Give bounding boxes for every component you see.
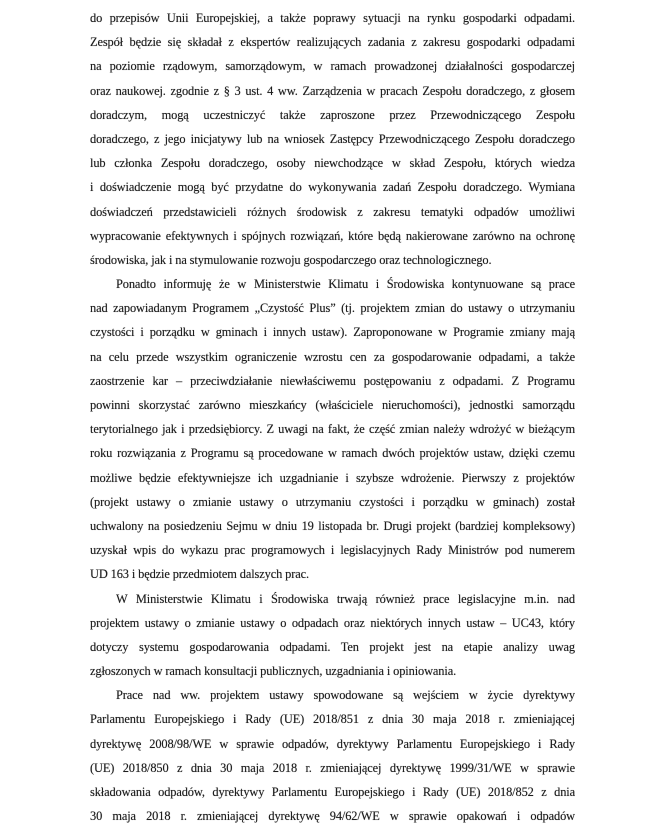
text-line: czystości i porządku w gminach i innych ustaw). Zaproponowane w Programie zmiany mają	[90, 325, 575, 340]
text-line: W Ministerstwie Klimatu i Środowiska trwają również prace legislacyjne m.in. nad	[116, 591, 575, 606]
text-line: zgłoszonych w ramach konsultacji publicznych, uzgadniania i opiniowania.	[90, 664, 457, 679]
text-line: (UE) 2018/850 z dnia 30 maja 2018 r. zmieniającej dyrektywę 1999/31/WE w sprawie	[90, 760, 575, 775]
text-line: na poziomie rządowym, samorządowym, w ramach prowadzonej działalności gospodarczej	[90, 59, 575, 74]
text-line: składowania odpadów, dyrektywy Parlamentu Europejskiego i Rady (UE) 2018/852 z dnia	[90, 785, 575, 799]
text-line: dotyczy systemu gospodarowania odpadami. Ten projekt jest na etapie analizy uwag	[90, 639, 575, 654]
text-line: (projekt ustawy o zmianie ustawy o utrzymaniu czystości i porządku w gminach) został	[90, 494, 575, 509]
text-line: Zespół będzie się składał z ekspertów realizujących zadania z zakresu gospodarki odpadami	[90, 35, 575, 50]
text-line: terytorialnego jak i przedsiębiorcy. Z uwagi na fakt, że część zmian należy wdrożyć w bieżącym	[90, 422, 575, 437]
text-line: Prace nad ww. projektem ustawy spowodowane są wejściem w życie dyrektywy	[116, 688, 575, 703]
text-line: środowiska, jak i na stymulowanie rozwoju gospodarczego oraz technologicznego.	[90, 252, 492, 267]
text-line: wypracowanie efektywnych i spójnych rozwiązań, które będą nakierowane zarówno na ochronę	[90, 228, 575, 243]
text-line: powinni skorzystać zarówno mieszkańcy (właściciele nieruchomości), jednostki samorządu	[90, 398, 575, 412]
text-line: na celu przede wszystkim ograniczenie wzrostu cen za gospodarowanie odpadami, a także	[90, 349, 575, 364]
text-line: nad zapowiadanym Programem „Czystość Plus” (tj. projektem zmian do ustawy o utrzymaniu	[90, 301, 575, 316]
text-line: i doświadczenie mogą być przydatne do wykonywania zadań Zespołu doradczego. Wymiana	[90, 180, 575, 195]
text-line: doradczym, mogą uczestniczyć także zaproszone przez Przewodniczącego Zespołu	[90, 107, 575, 122]
text-line: Parlamentu Europejskiego i Rady (UE) 2018/851 z dnia 30 maja 2018 r. zmieniającej	[90, 712, 575, 727]
text-line: Ponadto informuję że w Ministerstwie Klimatu i Środowiska kontynuowane są prace	[116, 277, 575, 292]
text-line: możliwe będzie efektywniejsze ich uzgadnianie i szybsze wdrożenie. Pierwszy z projektów	[90, 470, 575, 485]
text-line: doradczego, z jego inicjatywy lub na wniosek Zastępcy Przewodniczącego Zespołu doradczego	[90, 131, 575, 146]
text-line: oraz naukowej. zgodnie z § 3 ust. 4 ww. Zarządzenia w pracach Zespołu doradczego, z głosem	[90, 83, 575, 98]
text-line: projektem ustawy o zmianie ustawy o odpadach oraz niektórych innych ustaw – UC43, który	[90, 615, 575, 630]
text-line: uzyskał wpis do wykazu prac programowych i legislacyjnych Rady Ministrów pod numerem	[90, 543, 575, 558]
text-line: uchwalony na posiedzeniu Sejmu w dniu 19 listopada br. Drugi projekt (bardziej kompleksowy)	[90, 518, 575, 533]
text-line: dyrektywę 2008/98/WE w sprawie odpadów, dyrektywy Parlamentu Europejskiego i Rady	[90, 736, 575, 751]
text-line: zaostrzenie kar – przeciwdziałanie niewłaściwemu postępowaniu z odpadami. Z Programu	[90, 373, 575, 388]
text-line: 30 maja 2018 r. zmieniającej dyrektywę 94/62/WE w sprawie opakowań i odpadów	[90, 809, 575, 824]
document-body	[90, 6, 575, 828]
text-line: UD 163 i będzie przedmiotem dalszych prac.	[90, 567, 309, 582]
text-line: doświadczeń przedstawicieli różnych środowisk z zakresu tematyki odpadów umożliwi	[90, 204, 575, 219]
text-line: do przepisów Unii Europejskiej, a także poprawy sytuacji na rynku gospodarki odpadami.	[90, 11, 575, 25]
text-line: roku rozwiązania z Programu są procedowane w ramach dwóch projektów ustaw, dzięki czemu	[90, 446, 575, 461]
text-line: lub członka Zespołu doradczego, osoby niewchodzące w skład Zespołu, których wiedza	[90, 156, 575, 171]
